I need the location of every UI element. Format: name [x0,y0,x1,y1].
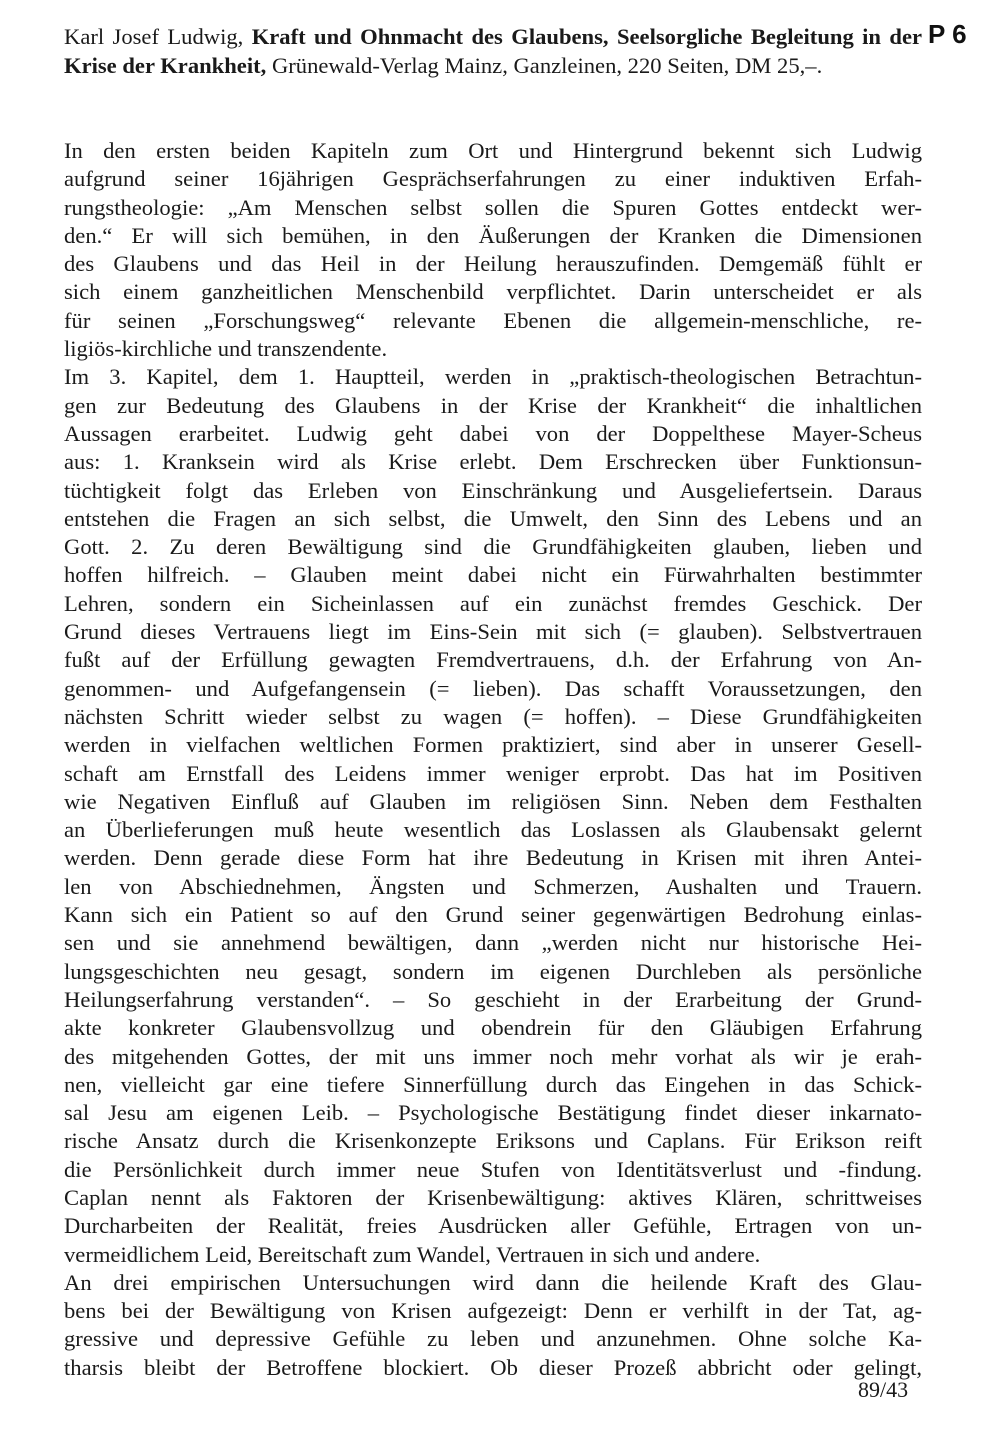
body-line: des Glaubens und das Heil in der Heilung herauszufinden. Demgemäß fühlt er [64,251,922,277]
body-line: Heilungserfahrung verstanden“. – So geschieht in der Erarbeitung der Grund- [64,986,922,1012]
body-line: werden. Denn gerade diese Form hat ihre Bedeutung in Krisen mit ihren Antei- [64,845,922,871]
body-line: ligiös-kirchliche und transzendente. [64,336,388,362]
body-line: In den ersten beiden Kapiteln zum Ort und Hintergrund bekennt sich Ludwig [64,138,922,163]
body-line: für seinen „Forschungsweg“ relevante Ebenen die allgemein-menschliche, re- [64,307,922,333]
body-line: den.“ Er will sich bemühen, in den Äußerungen der Kranken die Dimensionen [64,222,922,248]
body-line: nächsten Schritt wieder selbst zu wagen (= hoffen). – Diese Grundfähigkeiten [64,703,922,729]
body-line: vermeidlichem Leid, Bereitschaft zum Wandel, Vertrauen in sich und andere. [64,1241,761,1267]
body-line: rungstheologie: „Am Menschen selbst sollen die Spuren Gottes entdeckt wer- [64,194,922,220]
body-line: Lehren, sondern ein Sicheinlassen auf ein zunächst fremdes Geschick. Der [64,590,922,616]
body-line: tüchtigkeit folgt das Erleben von Einschränkung und Ausgeliefertsein. Daraus [64,477,922,503]
body-line: akte konkreter Glaubensvollzug und obendrein für den Gläubigen Erfahrung [64,1015,922,1041]
body-line: An drei empirischen Untersuchungen wird dann die heilende Kraft des Glau- [64,1269,922,1295]
body-line: Grund dieses Vertrauens liegt im Eins-Sein mit sich (= glauben). Selbstvertrauen [64,619,922,645]
body-line: lungsgeschichten neu gesagt, sondern im eigenen Durchleben als persönliche [64,958,922,984]
body-line: gen zur Bedeutung des Glaubens in der Krise der Krankheit“ die inhaltlichen [64,392,922,418]
body-line: sen und sie annehmend bewältigen, dann „werden nicht nur historische Hei- [64,930,922,956]
citation-header [64,22,922,80]
body-line: schaft am Ernstfall des Leidens immer weniger erprobt. Das hat im Positiven [64,760,922,786]
body-line: Aussagen erarbeitet. Ludwig geht dabei von der Doppelthese Mayer-Scheus [64,420,922,446]
citation-publisher-info: Grünewald-Verlag Mainz, Ganzleinen, 220 Seiten, DM 25,–. [271,53,823,78]
citation-author: Karl Josef Ludwig, [64,24,244,49]
body-line: Durcharbeiten der Realität, freies Ausdrücken aller Gefühle, Ertragen von un- [64,1213,922,1239]
body-line: rische Ansatz durch die Krisenkonzepte Eriksons und Caplans. Für Erikson reift [64,1128,922,1154]
body-line: die Persönlichkeit durch immer neue Stufen von Identitätsverlust und -findung. [64,1156,922,1182]
body-line: Gott. 2. Zu deren Bewältigung sind die Grundfähigkeiten glauben, lieben und [64,534,922,560]
body-line: an Überlieferungen muß heute wesentlich das Loslassen als Glaubensakt gelernt [64,817,922,843]
page-number: 89/43 [858,1377,909,1402]
document-code: P 6 [928,19,967,49]
body-line: sal Jesu am eigenen Leib. – Psychologische Bestätigung findet dieser inkarnato- [64,1100,922,1126]
body-line: aufgrund seiner 16jährigen Gesprächserfahrungen zu einer induktiven Erfah- [64,166,922,192]
body-line: Kann sich ein Patient so auf den Grund seiner gegenwärtigen Bedrohung einlas- [64,902,922,928]
body-line: genommen- und Aufgefangensein (= lieben). Das schafft Voraussetzungen, den [64,675,922,701]
body-line: sich einem ganzheitlichen Menschenbild verpflichtet. Darin unterscheidet er als [64,279,922,305]
body-line: des mitgehenden Gottes, der mit uns immer noch mehr vorhat als wir je erah- [64,1043,922,1069]
citation-title: Kraft und Ohnmacht des Glaubens, Seelsorgliche Begleitung in der Krise der Krankheit, [64,24,923,78]
body-line: bens bei der Bewältigung von Krisen aufgezeigt: Denn er verhilft in der Tat, ag- [64,1298,922,1324]
review-body [64,137,922,1382]
body-line: gressive und depressive Gefühle zu leben und anzunehmen. Ohne solche Ka- [64,1326,922,1352]
body-line: entstehen die Fragen an sich selbst, die Umwelt, den Sinn des Lebens und an [64,505,922,531]
body-line: hoffen hilfreich. – Glauben meint dabei nicht ein Fürwahrhalten bestimmter [64,562,922,588]
body-line: wie Negativen Einfluß auf Glauben im religiösen Sinn. Neben dem Festhalten [64,788,922,814]
body-line: tharsis bleibt der Betroffene blockiert. Ob dieser Prozeß abbricht oder gelingt, [64,1354,922,1380]
body-line: aus: 1. Kranksein wird als Krise erlebt. Dem Erschrecken über Funktionsun- [64,449,922,475]
body-line: Im 3. Kapitel, dem 1. Hauptteil, werden in „praktisch-theologischen Betrachtun- [64,364,922,390]
body-line: Caplan nennt als Faktoren der Krisenbewältigung: aktives Klären, schrittweises [64,1184,922,1210]
body-line: nen, vielleicht gar eine tiefere Sinnerfüllung durch das Eingehen in das Schick- [64,1071,922,1097]
body-line: fußt auf der Erfüllung gewagten Fremdvertrauens, d.h. der Erfahrung von An- [64,647,922,673]
body-line: werden in vielfachen weltlichen Formen praktiziert, sind aber in unserer Gesell- [64,732,922,758]
body-line: len von Abschiednehmen, Ängsten und Schmerzen, Aushalten und Trauern. [64,873,922,899]
